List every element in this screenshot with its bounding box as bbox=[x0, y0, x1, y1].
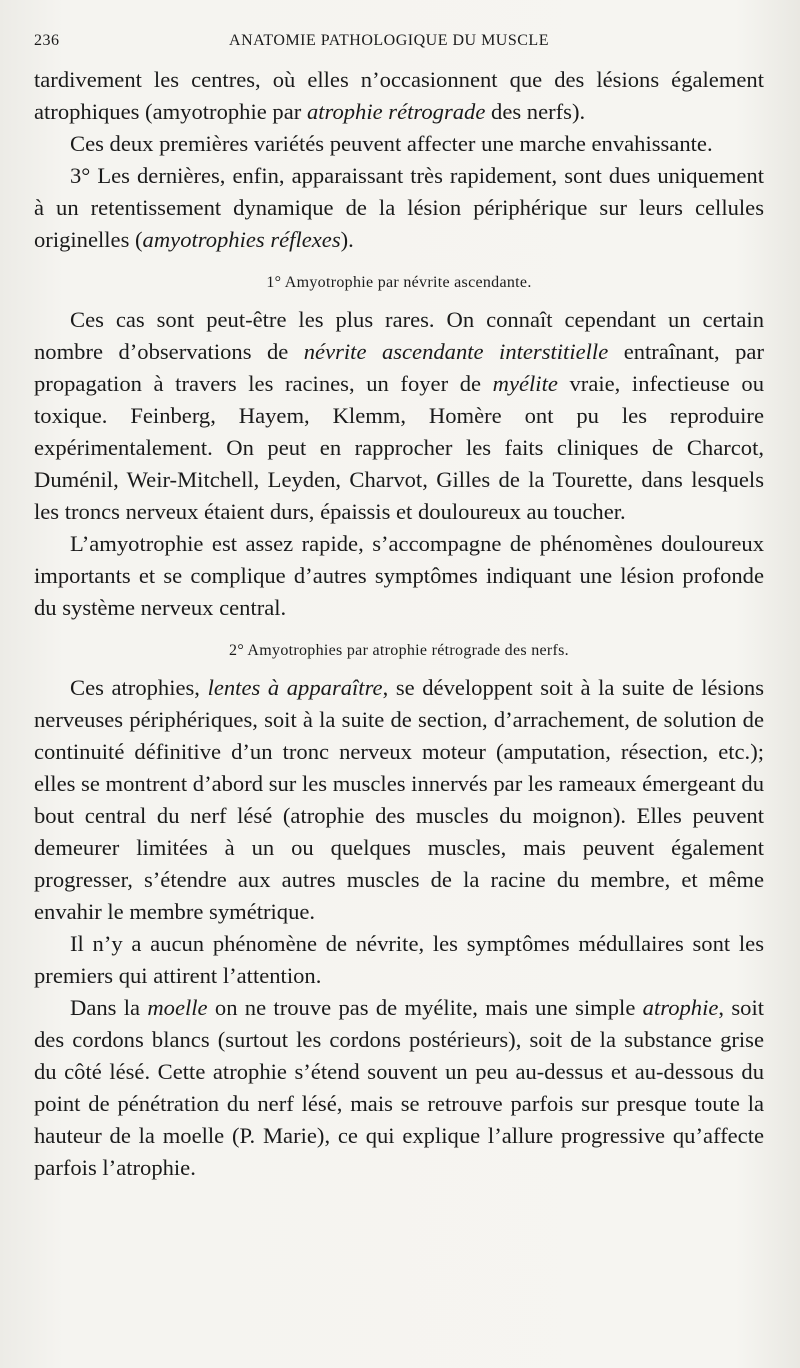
paragraph-3: 3° Les dernières, enfin, apparaissant très rapidement, sont dues uniquement à un retentissement dynamique de la lésion périphérique sur leurs cellules originelles (amyotrophies réflexes). bbox=[34, 163, 764, 252]
paragraph-8: Dans la moelle on ne trouve pas de myélite, mais une simple atrophie, soit des cordons blancs (surtout les cordons postérieurs), soit de la substance grise du côté lésé. Cette atrophie s’étend souvent un peu au-dessus et au-dessous du point de pénétration du nerf lésé, mais se retrouve parfois sur presque toute la hauteur de la moelle (P. Marie), ce qui explique l’allure progressive qu’affecte parfois l’atrophie. bbox=[34, 995, 765, 1180]
page-number: 236 bbox=[34, 32, 60, 49]
paragraph-4: Ces cas sont peut-être les plus rares. On connaît cependant un certain nombre d’observations de névrite ascendante interstitielle entraînant, par propagation à travers les racines, un foyer de myélite vraie, infectieuse ou toxique. Feinberg, Hayem, Klemm, Homère ont pu les reproduire expérimentalement. On peut en rapprocher les faits cliniques de Charcot, Duménil, Weir-Mitchell, Leyden, Charvot, Gilles de la Tourette, dans lesquels les troncs nerveux étaient durs, épaissis et douloureux au toucher. bbox=[34, 307, 764, 524]
paragraph-5: L’amyotrophie est assez rapide, s’accompagne de phénomènes douloureux importants et se complique d’autres symptômes indiquant une lésion profonde du système nerveux central. bbox=[34, 531, 764, 620]
running-title: ANATOMIE PATHOLOGIQUE DU MUSCLE bbox=[229, 32, 549, 49]
paragraph-1: tardivement les centres, où elles n’occasionnent que des lésions également atrophiques (amyotrophie par atrophie rétrograde des nerfs). bbox=[34, 67, 764, 124]
section-heading-2: 2° Amyotrophies par atrophie rétrograde des nerfs. bbox=[229, 642, 569, 659]
paragraph-2: Ces deux premières variétés peuvent affecter une marche envahissante. bbox=[70, 131, 713, 156]
paragraph-6: Ces atrophies, lentes à apparaître, se développent soit à la suite de lésions nerveuses périphériques, soit à la suite de section, d’arrachement, de solution de continuité définitive d’un tronc nerveux moteur (amputation, résection, etc.); elles se montrent d’abord sur les muscles innervés par les rameaux émergeant du bout central du nerf lésé (atrophie des muscles du moignon). Elles peuvent demeurer limitées à un ou quelques muscles, mais peuvent également progresser, s’étendre aux autres muscles de la racine du membre, et même envahir le membre symétrique. bbox=[34, 675, 764, 924]
page-header bbox=[34, 32, 764, 50]
paragraph-7: Il n’y a aucun phénomène de névrite, les symptômes médullaires sont les premiers qui attirent l’attention. bbox=[34, 931, 764, 988]
section-heading-1: 1° Amyotrophie par névrite ascendante. bbox=[266, 274, 532, 291]
